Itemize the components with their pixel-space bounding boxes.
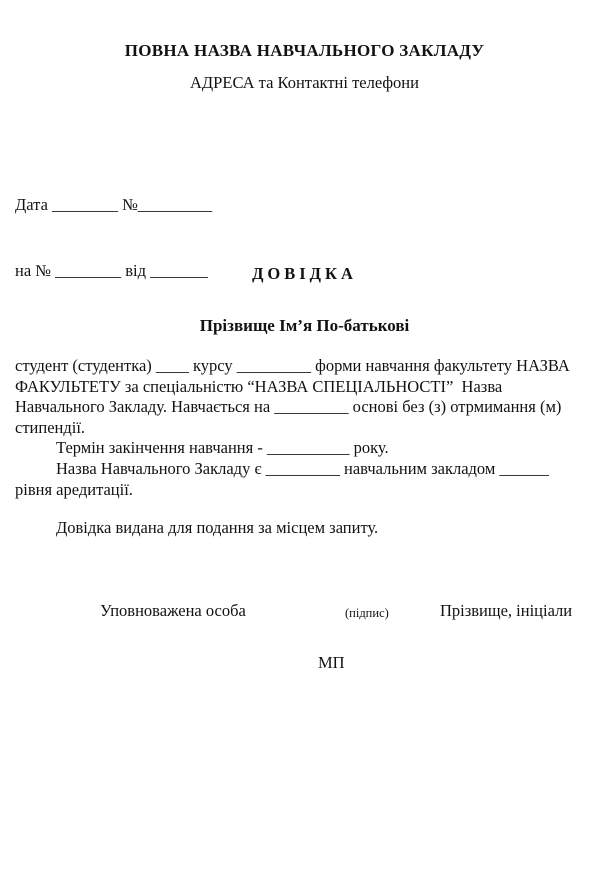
signature-caption: (підпис) — [345, 606, 389, 620]
issued-purpose-line: Довідка видана для подання за місцем запиту. — [56, 518, 379, 537]
document-title: ДОВІДКА — [252, 264, 357, 283]
signer-name-caption: Прізвище, ініціали — [440, 601, 573, 620]
date-number-line: Дата ________ №_________ — [15, 195, 213, 214]
authorized-person-label: Уповноважена особа — [100, 601, 246, 620]
body-line: ФАКУЛЬТЕТУ за спеціальністю “НАЗВА СПЕЦІАЛЬНОСТІ” Назва — [15, 376, 503, 396]
body-line: Назва Навчального Закладу є _________ навчальним закладом ______ — [56, 458, 549, 478]
reply-reference-line: на № ________ від _______ — [15, 261, 208, 280]
body-line: рівня аредитації. — [15, 479, 133, 499]
institution-name-heading: ПОВНА НАЗВА НАВЧАЛЬНОГО ЗАКЛАДУ — [124, 41, 485, 60]
body-line: стипендії. — [15, 417, 86, 437]
body-line: Навчального Закладу. Навчається на _________ основі без (з) отрмимання (м) — [15, 397, 562, 417]
body-line: Термін закінчення навчання - __________ року. — [56, 438, 389, 458]
body-line: студент (студентка) ____ курсу _________ форми навчання факультету НАЗВА — [15, 356, 570, 375]
student-name-heading: Прізвище Ім’я По-батькові — [199, 316, 410, 335]
stamp-place-label: МП — [318, 653, 345, 672]
registration-block — [15, 150, 212, 326]
body-text-block — [15, 356, 605, 500]
institution-address-line: АДРЕСА та Контактні телефони — [190, 73, 419, 92]
